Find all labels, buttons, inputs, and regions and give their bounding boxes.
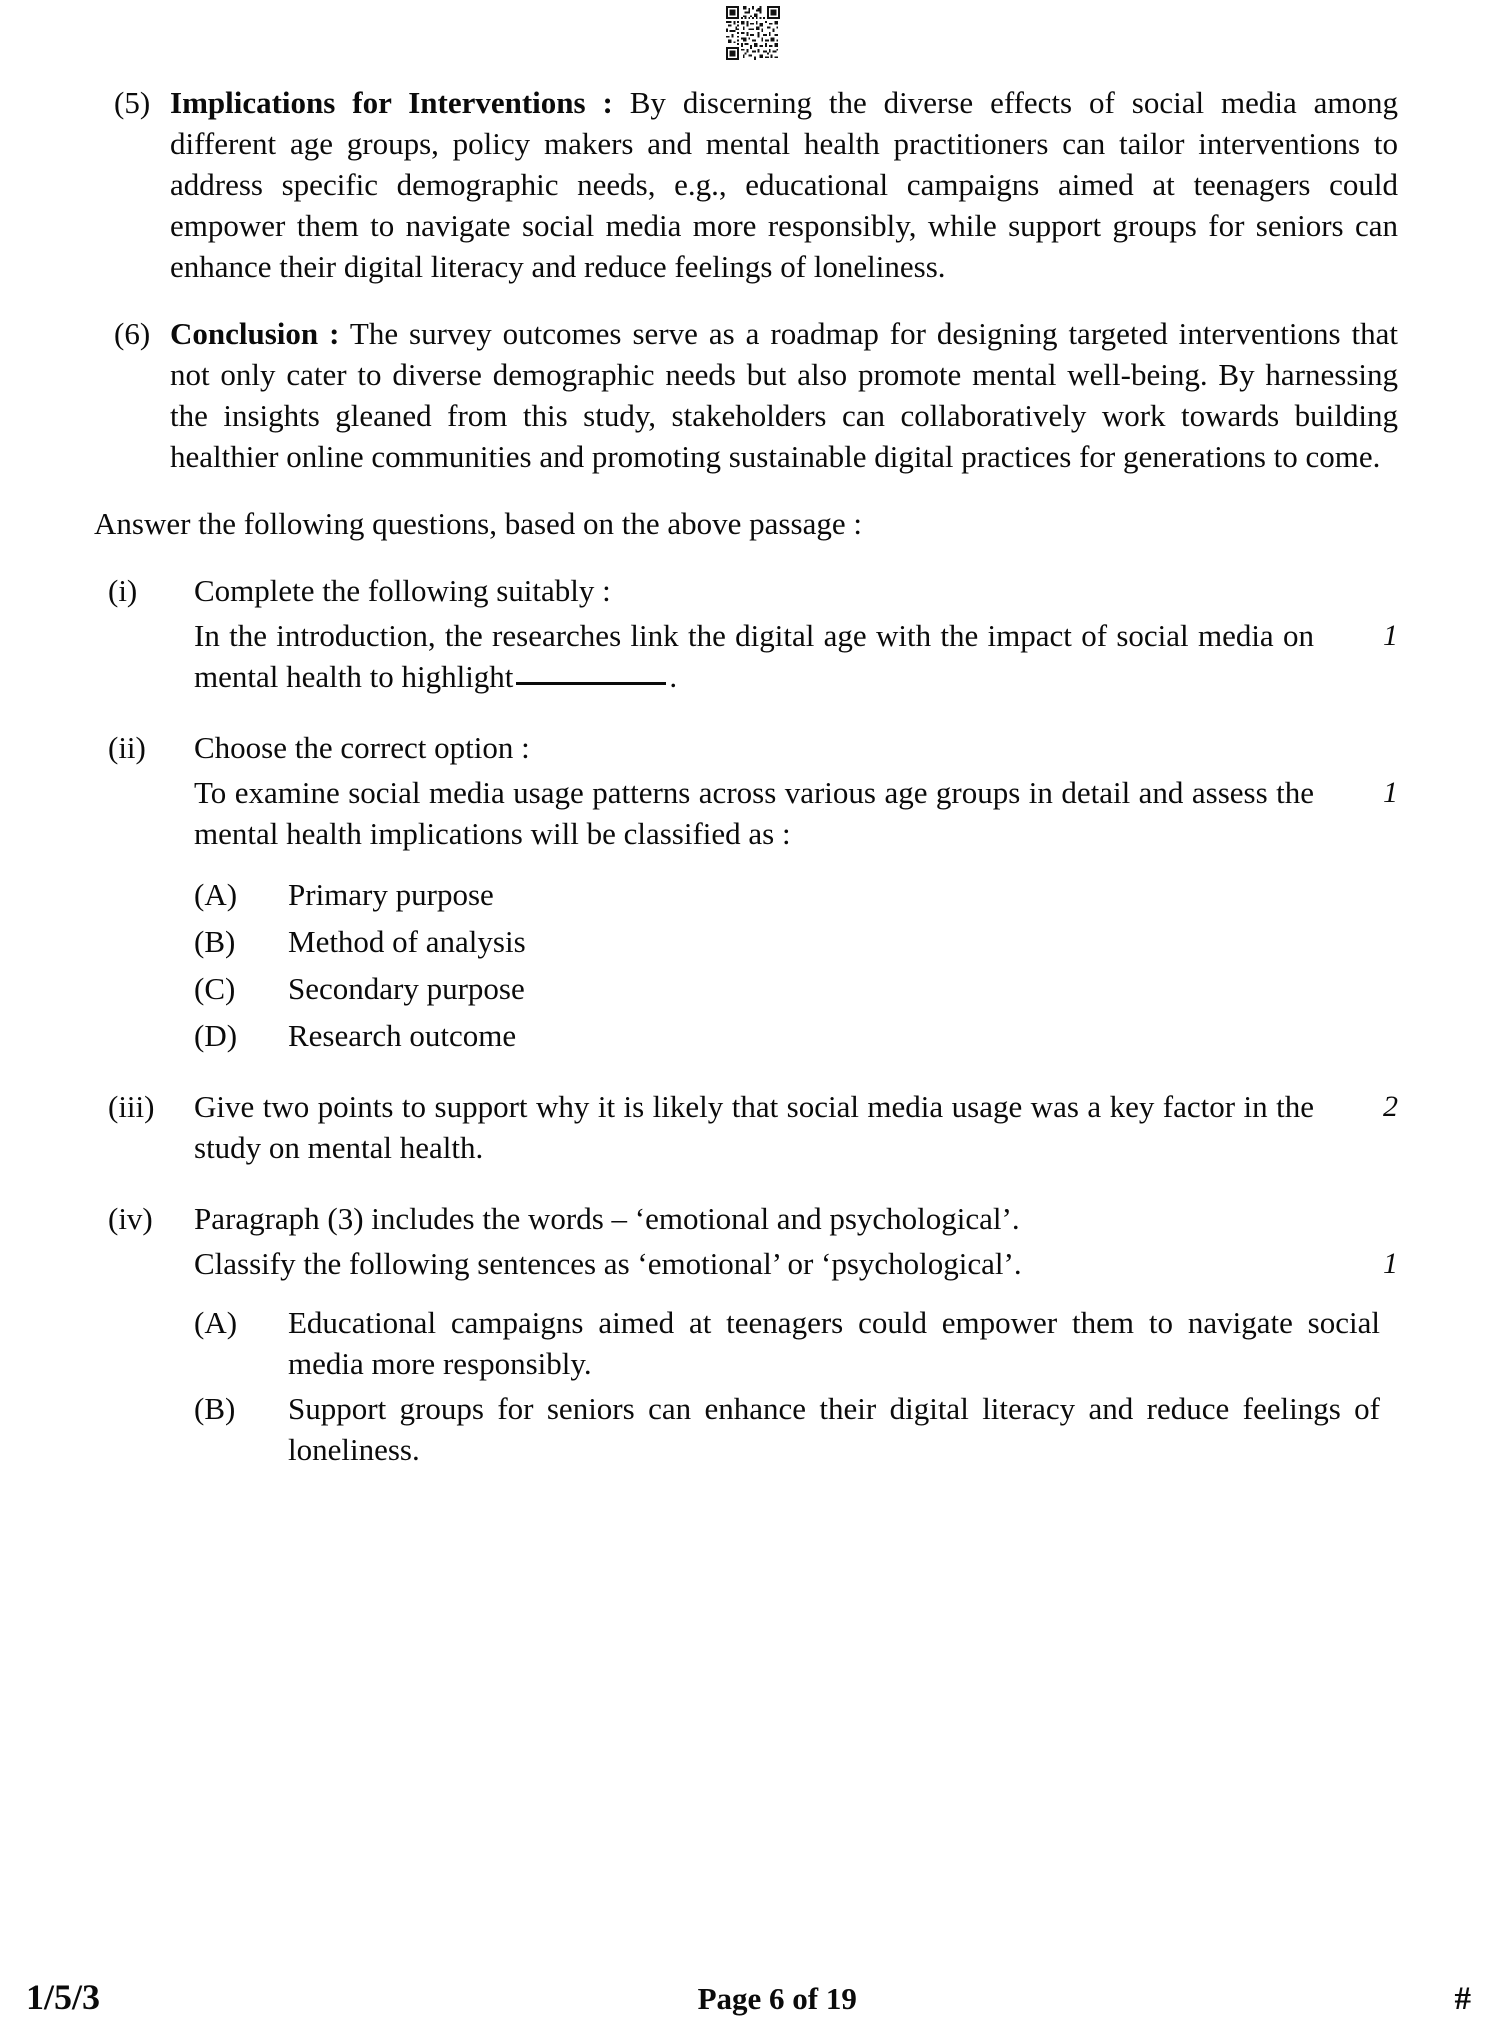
option-text: Research outcome xyxy=(288,1018,517,1053)
question-iv-row-1 xyxy=(108,1198,1398,1239)
question-body xyxy=(194,615,1314,697)
paragraph-text: By discerning the diverse effects of social media among different age groups, policy makers and mental health practitioners can tailor interventions to address specific demographic needs, e.g., educational campaigns aimed at teenagers could empower them to navigate social media more responsibly, while support groups for seniors can enhance their digital literacy and reduce feelings of loneliness. xyxy=(170,85,1398,284)
question-prompt: Complete the following suitably : xyxy=(194,573,611,608)
page-number: Page 6 of 19 xyxy=(697,1981,857,2016)
option-row-d[interactable] xyxy=(194,1013,1398,1058)
option-row-c[interactable] xyxy=(194,966,1398,1011)
option-label: (B) xyxy=(194,924,236,959)
question-text-before-blank: In the introduction, the researches link the digital age with the impact of social media on mental health to highlight xyxy=(194,618,1314,694)
option-row-b[interactable] xyxy=(194,919,1398,964)
marks-value: 1 xyxy=(1383,1247,1398,1280)
passage-paragraph-6 xyxy=(108,313,1398,477)
question-number: (ii) xyxy=(108,730,146,765)
marks-value: 1 xyxy=(1383,619,1398,652)
page-footer xyxy=(20,1976,1485,2018)
question-i-body-row xyxy=(108,615,1398,697)
sentence-text: Support groups for seniors can enhance their digital literacy and reduce feelings of loneliness. xyxy=(288,1391,1380,1467)
option-label: (D) xyxy=(194,1018,238,1053)
marks-value: 2 xyxy=(1383,1090,1398,1123)
fill-in-blank[interactable] xyxy=(516,682,666,685)
question-body: Give two points to support why it is likely that social media usage was a key factor in the study on mental health. xyxy=(194,1089,1314,1165)
sentence-label: (B) xyxy=(194,1391,236,1426)
option-row-a[interactable] xyxy=(194,872,1398,917)
question-text-after-blank: . xyxy=(669,659,678,694)
question-number: (iii) xyxy=(108,1089,155,1124)
qr-code-icon xyxy=(709,6,797,60)
paragraph-marker: (5) xyxy=(114,85,151,120)
paper-code: 1/5/3 xyxy=(26,1977,101,2017)
question-prompt: Choose the correct option : xyxy=(194,730,530,765)
option-text: Method of analysis xyxy=(288,924,526,959)
sentence-row-a xyxy=(194,1302,1398,1384)
question-body-line-2: Classify the following sentences as ‘emotional’ or ‘psychological’. xyxy=(194,1246,1022,1281)
paragraph-heading: Implications for Interventions : xyxy=(170,85,613,120)
question-ii-body-row xyxy=(108,772,1398,854)
question-number: (iv) xyxy=(108,1201,153,1236)
question-i-prompt-row xyxy=(108,570,1398,611)
marks-value: 1 xyxy=(1383,776,1398,809)
question-body: To examine social media usage patterns across various age groups in detail and assess the mental health implications will be classified as : xyxy=(194,775,1314,851)
sentence-row-b xyxy=(194,1388,1398,1470)
paragraph-heading: Conclusion : xyxy=(170,316,340,351)
paragraph-marker: (6) xyxy=(114,316,151,351)
qr-code-container xyxy=(0,6,1505,60)
option-text: Primary purpose xyxy=(288,877,494,912)
end-mark: # xyxy=(1454,1981,1471,2017)
page-content xyxy=(94,82,1399,1474)
paragraph-body xyxy=(170,313,1398,477)
paragraph-text: The survey outcomes serve as a roadmap for designing targeted interventions that not only cater to diverse demographic needs but also promote mental well-being. By harnessing the insights gleaned from this study, stakeholders can collaboratively work towards building healthier online communities and promoting sustainable digital practices for generations to come. xyxy=(170,316,1399,474)
question-iii-row xyxy=(108,1086,1398,1168)
sentence-label: (A) xyxy=(194,1305,238,1340)
paragraph-body xyxy=(170,82,1398,287)
passage-paragraph-5 xyxy=(108,82,1398,287)
question-ii-prompt-row xyxy=(108,727,1398,768)
option-label: (C) xyxy=(194,971,236,1006)
question-iv-row-2 xyxy=(108,1243,1398,1284)
sentence-text: Educational campaigns aimed at teenagers could empower them to navigate social media more responsibly. xyxy=(288,1305,1380,1381)
question-body-line-1: Paragraph (3) includes the words – ‘emotional and psychological’. xyxy=(194,1201,1020,1236)
option-text: Secondary purpose xyxy=(288,971,525,1006)
answer-directive: Answer the following questions, based on the above passage : xyxy=(94,506,862,541)
question-number: (i) xyxy=(108,573,138,608)
option-label: (A) xyxy=(194,877,238,912)
